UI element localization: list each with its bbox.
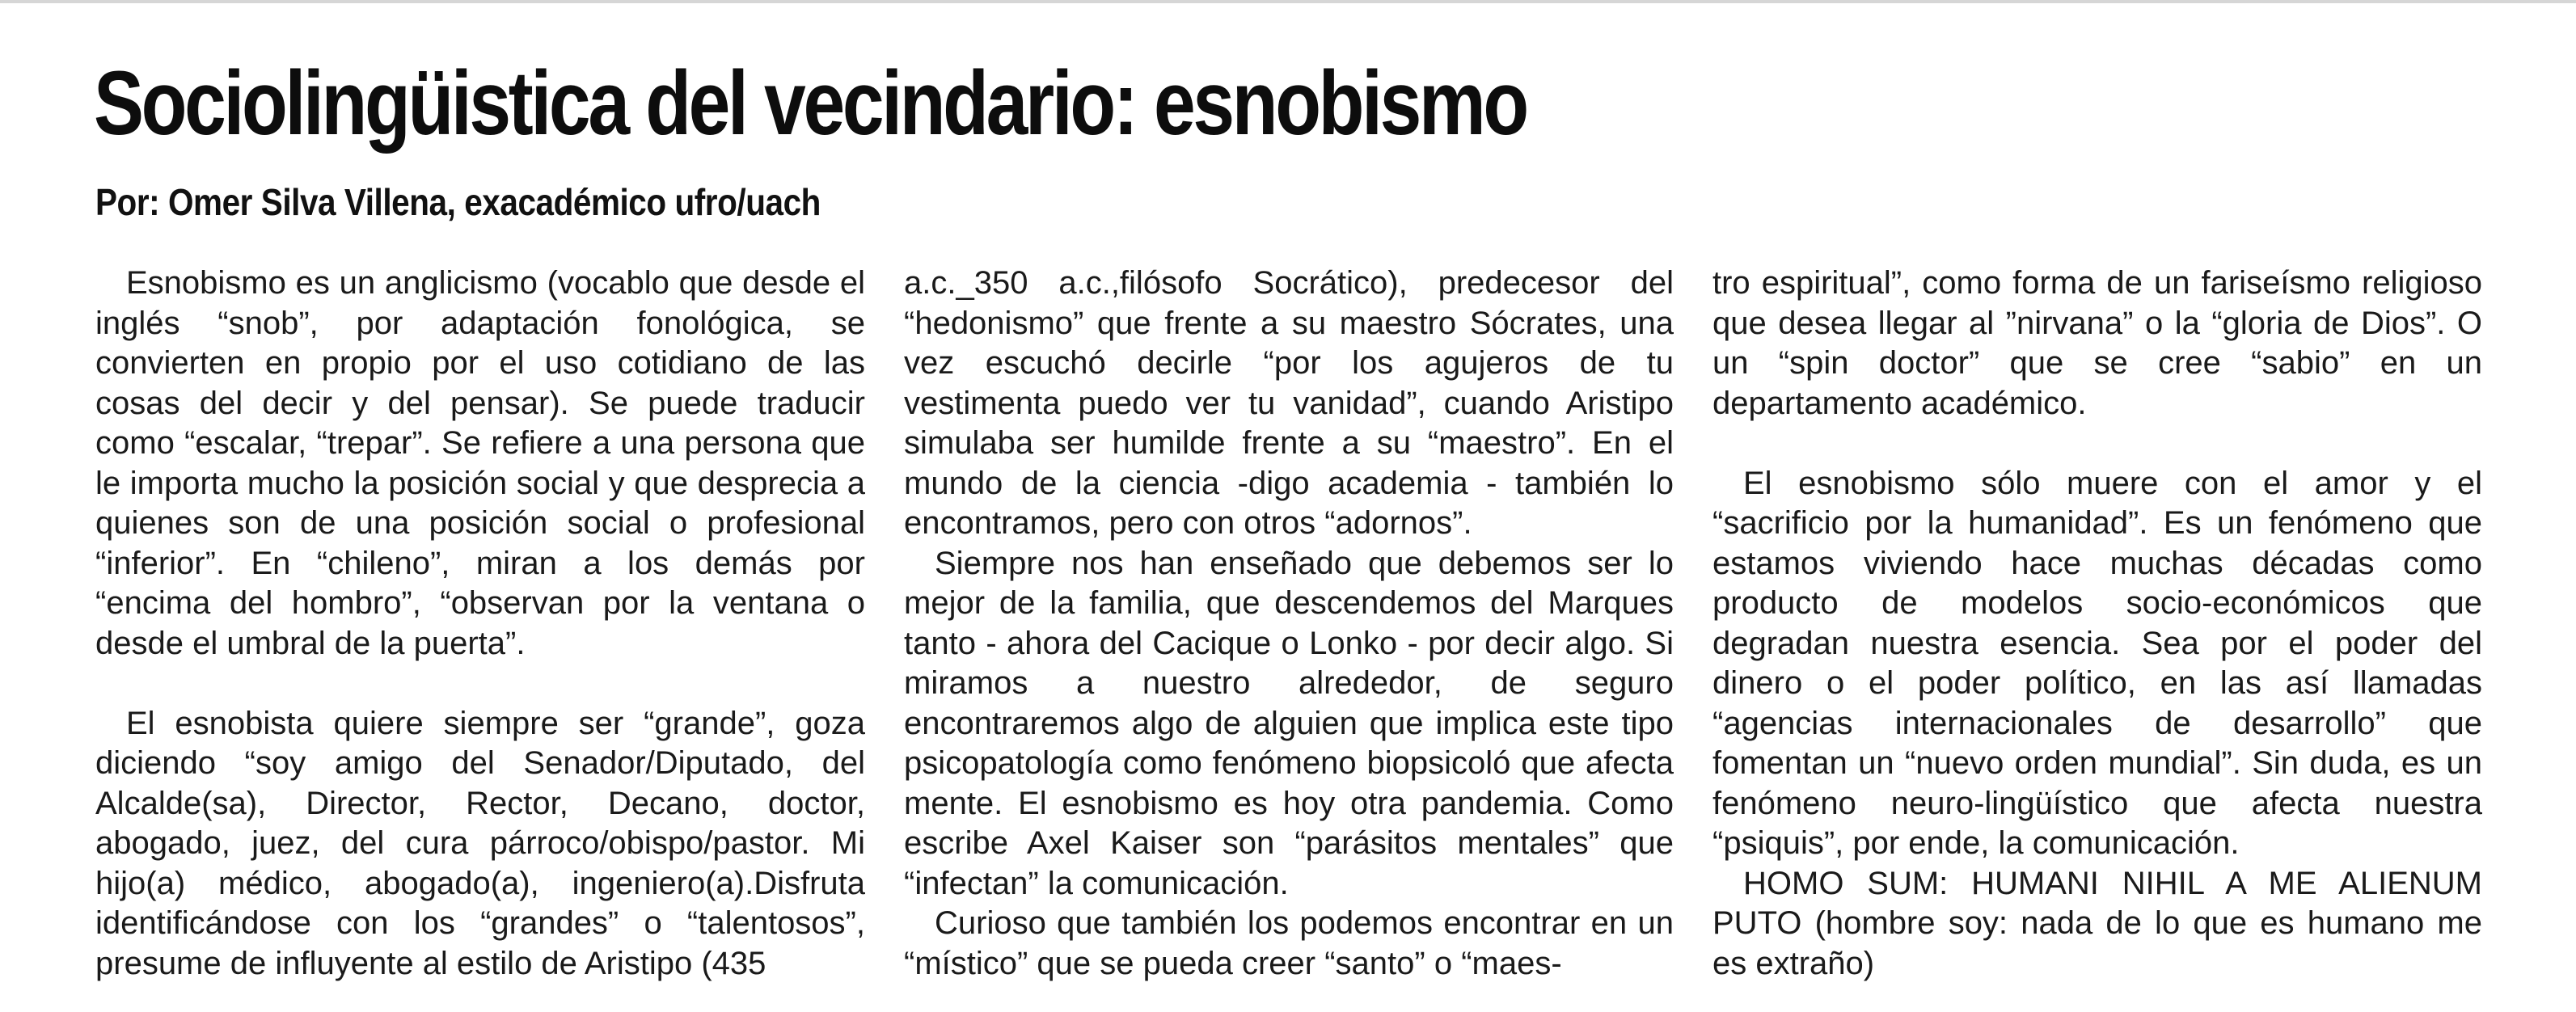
paragraph-aristipo-continued: a.c._350 a.c.,filósofo Socrático), predecesor del “hedonismo” que frente a su maestro Sócrates, una vez escuchó decirle “por los agujeros de tu vestimenta puedo ver tu vanidad”, cuando Aristipo simulaba ser humilde frente a su “maestro”. En el mundo de la ciencia -digo academia - también lo encontramos, pero con otros “adornos”. [904, 265, 1674, 541]
top-rule [0, 0, 2576, 3]
paragraph-homo-sum: HOMO SUM: HUMANI NIHIL A ME ALIENUM PUTO (hombre soy: nada de lo que es humano me es extraño) [1712, 865, 2482, 981]
paragraph-esnobismo-definition: Esnobismo es un anglicismo (vocablo que desde el inglés “snob”, por adaptación fonológica, se convierten en propio por el uso cotidiano de las cosas del decir y del pensar). Se puede traducir como “escalar, “trepar”. Se refiere a una persona que le importa mucho la posición social y que desprecia a quienes son de una posición social o profesional “inferior”. En “chileno”, miran a los demás por “encima del hombro”, “observan por la ventana o desde el umbral de la puerta”. [95, 265, 865, 661]
paragraph-maestro-continued: tro espiritual”, como forma de un fariseísmo religioso que desea llegar al ”nirvana” o la “gloria de Dios”. O un “spin doctor” que se cree “sabio” en un departamento académico. [1712, 265, 2482, 421]
paragraph-familia: Siempre nos han enseñado que debemos ser lo mejor de la familia, que descendemos del Marques tanto - ahora del Cacique o Lonko - por decir algo. Si miramos a nuestro alrededor, de seguro encontraremos algo de alguien que implica este tipo psicopatología como fenómeno biopsicoló que afecta mente. El esnobismo es hoy otra pandemia. Como escribe Axel Kaiser son “parásitos mentales” que “infectan” la comunicación. [904, 545, 1674, 901]
article-column-3 [1712, 264, 2482, 984]
article-byline: Por: Omer Silva Villena, exacadémico ufro/uach [95, 181, 821, 223]
paragraph-mistico: Curioso que también los podemos encontrar en un “místico” que se pueda creer “santo” o “maes- [904, 905, 1674, 981]
article-column-1 [95, 264, 865, 984]
article-title: Sociolingüistica del vecindario: esnobismo [94, 53, 1527, 154]
paragraph-amor-humanidad: El esnobismo sólo muere con el amor y el “sacrificio por la humanidad”. Es un fenómeno que estamos viviendo hace muchas décadas como producto de modelos socio-económicos que degradan nuestra esencia. Sea por el poder del dinero o el poder político, en las así llamadas “agencias internacionales de desarrollo” que fomentan un “nuevo orden mundial”. Sin duda, es un fenómeno neuro-lingüístico que afecta nuestra “psiquis”, por ende, la comunicación. [1712, 465, 2482, 861]
article-column-2 [904, 264, 1674, 984]
paragraph-esnobista: El esnobista quiere siempre ser “grande”, goza diciendo “soy amigo del Senador/Diputado, del Alcalde(sa), Director, Rector, Decano, doctor, abogado, juez, del cura párroco/obispo/pastor. Mi hijo(a) médico, abogado(a), ingeniero(a).Disfruta identificándose con los “grandes” o “talentosos”, presume de influyente al estilo de Aristipo (435 [95, 705, 865, 981]
